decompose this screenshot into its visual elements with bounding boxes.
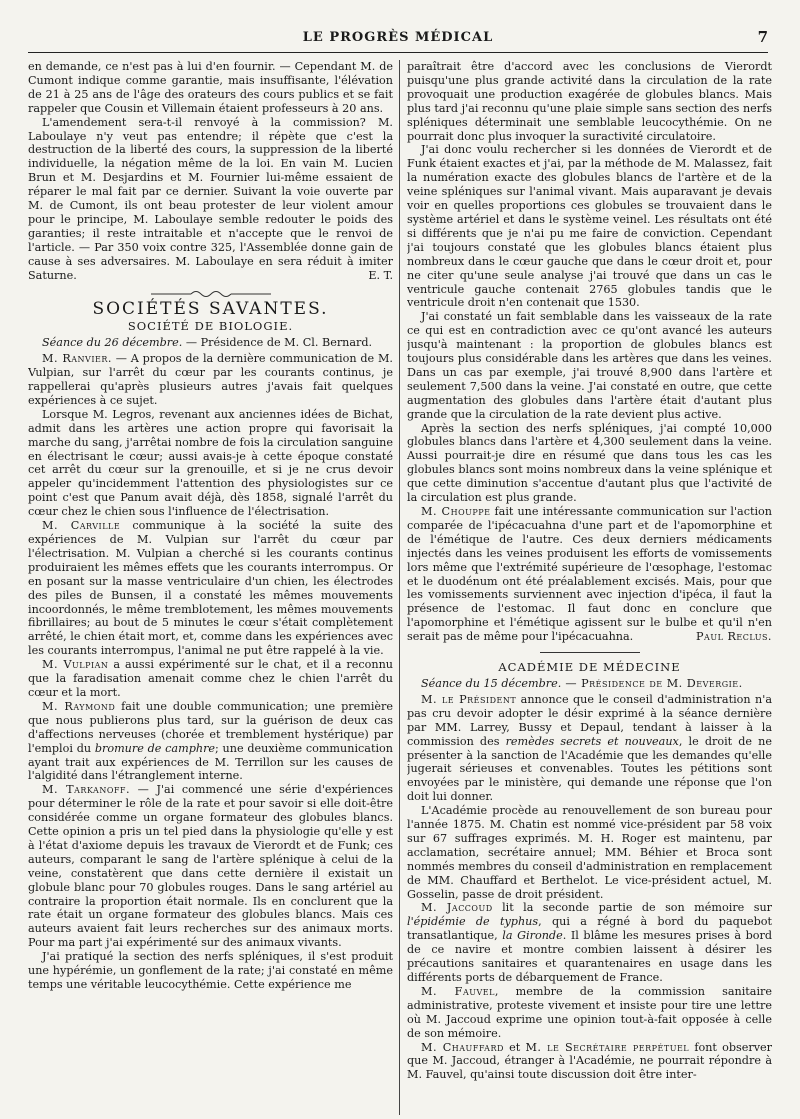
paragraph: M. Fauvel, membre de la commission sanitaire administrative, proteste vivement et insiste pour tire une lettre où M. Jaccoud exprime une opinion tout-à-fait opposée à celle de son mémoire. [407, 984, 772, 1040]
speaker-name: M. le Secrétaire perpétuel [525, 1040, 690, 1054]
paragraph: M. Chauffard et M. le Secrétaire perpétuel font observer que M. Jaccoud, étranger à l'Académie, ne pourrait répondre à M. Fauvel, qu'ainsi toute discussion doit être inter- [407, 1040, 772, 1082]
paragraph: paraîtrait être d'accord avec les conclusions de Vierordt puisqu'une plus grande activité dans la circulation de la rate provoquait une production exagérée de globules blancs. Mais plus tard j'ai reconnu qu'une plaie simple sans section des nerfs spléniques déterminait une semblable leucocythémie. On ne pourrait donc plus invoquer la suractivité circulatoire. [407, 60, 772, 143]
author-signature: E. T. [368, 268, 393, 282]
seance-line: Séance du 26 décembre. — Présidence de M. Cl. Bernard. [42, 336, 373, 350]
paragraph: M. Jaccoud lit la seconde partie de son mémoire sur l'épidémie de typhus, qui a régné à bord du paquebot transatlantique, la Gironde. Il blâme les mesures prises à bord de ce navire et montre combien laissent à désirer les précautions sanitaires et quarantenaires en usage dans les différents ports de débarquement de France. [407, 901, 772, 984]
author-signature: Paul Reclus. [696, 630, 772, 644]
society-title: SOCIÉTÉ DE BIOLOGIE. [127, 319, 294, 334]
paragraph: M. Carville communique à la société la suite des expériences de M. Vulpian sur l'arrêt du cœur par l'électrisation. M. Vulpian a cherché si les courants continus produiraient les mêmes effets que les courants interrompus. Or en posant sur la masse ventriculaire d'un chien, les électrodes des piles de Bunsen, il a constaté les mêmes mouvements incoordonnés, le même tremblotement, les mêmes mouvements fibrillaires; au bout de 5 minutes le cœur s'était complètement arrêté, le chien était mort, et, comme dans les expériences avec les courants interrompus, l'animal ne put être rappelé à la vie. [28, 519, 393, 658]
paragraph: Lorsque M. Legros, revenant aux anciennes idées de Bichat, admit dans les artères une action propre qui favorisait la marche du sang, j'arrêtai nombre de fois la circulation sanguine en électrisant le cœur; aussi avais-je à cette époque constaté cet arrêt du cœur sur la grenouille, et si je ne crus devoir appeler qu'incidemment l'attention des physiologistes sur ce point c'est que Panum avait déjà, dès 1858, signalé l'arrêt du cœur chez le chien sous l'influence de l'électrisation. [28, 407, 393, 519]
academie-title: ACADÉMIE DE MÉDECINE [498, 660, 681, 675]
paragraph: M. Raymond fait une double communication; une première que nous publierons plus tard, sur la guérison de deux cas d'affections nerveuses (chorée et tremblement hystérique) par l'emploi du bromure de camphre; une deuxième communication ayant trait aux expériences de M. Terrillon sur les causes de l'algidité dans l'étranglement interne. [28, 699, 393, 783]
paragraph: J'ai constaté un fait semblable dans les vaisseaux de la rate ce qui est en contradiction avec ce qu'ont avancé les auteurs jusqu'à maintenant : la proportion de globules blancs est toujours plus considérable dans les artères que dans les veines. Dans un cas par exemple, j'ai trouvé 8,900 dans l'artère et seulement 7,500 dans la veine. J'ai constaté en outre, que cette augmentation des globules dans l'artère était d'autant plus grande que la circulation de la rate devient plus active. [407, 310, 772, 421]
paragraph: M. Vulpian a aussi expérimenté sur le chat, et il a reconnu que la faradisation amenait comme chez le chien l'arrêt du cœur et la mort. [28, 658, 393, 699]
speaker-name: M. Chouppe [421, 505, 491, 518]
journal-title: LE PROGRÈS MÉDICAL [302, 30, 494, 45]
paragraph: Après la section des nerfs spléniques, j'ai compté 10,000 globules blancs dans l'artère et 4,300 seulement dans la veine. Aussi pourrait-je dire en résumé que dans tous les cas les globules blancs sont moins nombreux dans la veine splénique et que cette diminution s'accentue d'autant plus que l'activité de la circulation est plus grande. [407, 421, 772, 505]
seance-line: Séance du 15 décembre. — Présidence de M. Devergie. [421, 676, 743, 690]
right-column [407, 60, 772, 1115]
paragraph: M. le Président annonce que le conseil d'administration n'a pas cru devoir adopter le désir exprimé à la séance dernière par MM. Larrey, Bussy et Depaul, tendant à laisser à la commission des remèdes secrets et nouveaux, le droit de ne présenter à la sanction de l'Académie que les demandes qu'elle jugerait sérieuses et convenables. Toutes les pétitions sont envoyées par le ministère, qui demande une réponse que l'on doit lui donner. [407, 692, 772, 804]
paragraph: M. Chouppe fait une intéressante communication sur l'action comparée de l'ipécacuahna d'une part et de l'apomorphine et de l'émétique de l'autre. Ces deux derniers médicaments injectés dans les veines produisent les efforts de vomissements lors même que l'extrémité supérieure de l'œsophage, l'estomac et le duodénum ont été préalablement excisés. Mais, pour que les vomissements surviennent avec injection d'ipéca, il faut la présence de l'estomac. Il faut donc en conclure que l'apomorphine et l'émétique agissent sur le bulbe et qu'il n'en serait pas de même pour l'ipécacuahna. Paul Reclus. [407, 505, 772, 644]
speaker-name: M. le Président [421, 692, 517, 706]
ornament-divider [28, 289, 393, 299]
paragraph: en demande, ce n'est pas à lui d'en fournir. — Cependant M. de Cumont indique comme garantie, mais insuffisante, l'élévation de 21 à 25 ans de l'âge des orateurs des cours publics et se fait rappeler que Cousin et Villemain étaient professeurs à 20 ans. [28, 60, 393, 115]
speaker-name: M. Raymond [42, 699, 116, 713]
speaker-name: M. Ranvier. [42, 352, 112, 366]
paragraph: M. Ranvier. — A propos de la dernière communication de M. Vulpian, sur l'arrêt du cœur par les courants continus, je rappellerai qu'après plusieurs autres j'avais fait quelques expériences à ce sujet. [28, 352, 393, 407]
paragraph: L'Académie procède au renouvellement de son bureau pour l'année 1875. M. Chatin est nommé vice-président par 58 voix sur 67 suffrages exprimés. M. H. Roger est maintenu, par acclamation, secrétaire annuel; MM. Béhier et Broca sont nommés membres du conseil d'administration en remplacement de MM. Chauffard et Berthelot. Le vice-président actuel, M. Gosselin, passe de droit président. [407, 804, 772, 901]
speaker-name: M. Tarkanoff. [42, 783, 131, 797]
section-divider [540, 652, 640, 653]
paragraph: J'ai donc voulu rechercher si les données de Vierordt et de Funk étaient exactes et j'ai, par la méthode de M. Malassez, fait la numération exacte des globules blancs de l'artère et de la veine spléniques sur l'animal vivant. Mais auparavant je devais voir en quelles proportions ces globules se trouvaient dans le système artériel et dans le système veinel. Les résultats ont été si différents que je n'ai pu me faire de conviction. Cependant j'ai toujours constaté que les globules blancs étaient plus nombreux dans le cœur gauche que dans le cœur droit et, pour ne citer qu'une seule analyse j'ai trouvé que dans un cas le ventricule gauche contenait 2765 globules tandis que le ventricule droit n'en contenait que 1530. [407, 143, 772, 310]
speaker-name: M. Vulpian [42, 658, 109, 672]
page-number: 7 [757, 28, 768, 46]
speaker-name: M. Fauvel [421, 984, 495, 998]
running-header [28, 30, 768, 53]
paragraph: J'ai pratiqué la section des nerfs spléniques, il s'est produit une hypérémie, un gonflement de la rate; j'ai constaté en même temps une véritable leucocythémie. Cette expérience me [28, 950, 393, 991]
paragraph: M. Tarkanoff. — J'ai commencé une série d'expériences pour déterminer le rôle de la rate et pour savoir si elle doit-être considérée comme un organe formateur des globules blancs. Cette opinion a pris un tel pied dans la physiologie qu'elle y est à l'état d'axiome depuis les travaux de Vierordt et de Funk; ces auteurs, comparant le sang de l'artère splénique à celui de la veine, constatèrent que dans cette dernière il existait un globule blanc pour 70 globules rouges. Dans le sang artériel au contraire la proportion était normale. Ils en conclurent que la rate était un organe formateur des globules blancs. Mais ces auteurs avaient fait leurs recherches sur des animaux morts. Pour ma part j'ai expérimenté sur des animaux vivants. [28, 783, 393, 950]
paragraph: L'amendement sera-t-il renvoyé à la commission? M. Laboulaye n'y veut pas entendre; il répète que c'est la destruction de la liberté des cours, la suppression de la liberté individuelle, la négation même de la loi. En vain M. Lucien Brun et M. Desjardins et M. Fournier lui-même essaient de réparer le mal fait par ce dernier. Suivant la voie ouverte par M. de Cumont, ils ont beau protester de leur violent amour pour le principe, M. Laboulaye semble redouter le poids des garanties; il reste intraitable et n'accepte que le renvoi de l'article. — Par 350 voix contre 325, l'Assemblée donne gain de cause à ses adversaires. M. Laboulaye en sera réduit à imiter Saturne. E. T. [28, 115, 393, 282]
speaker-name: M. Jaccoud [421, 901, 493, 915]
section-title: SOCIÉTÉS SAVANTES. [92, 298, 329, 319]
speaker-name: M. Carville [42, 519, 121, 533]
speaker-name: M. Chauffard [421, 1040, 504, 1054]
left-column [28, 60, 393, 1115]
column-divider [399, 60, 400, 1115]
